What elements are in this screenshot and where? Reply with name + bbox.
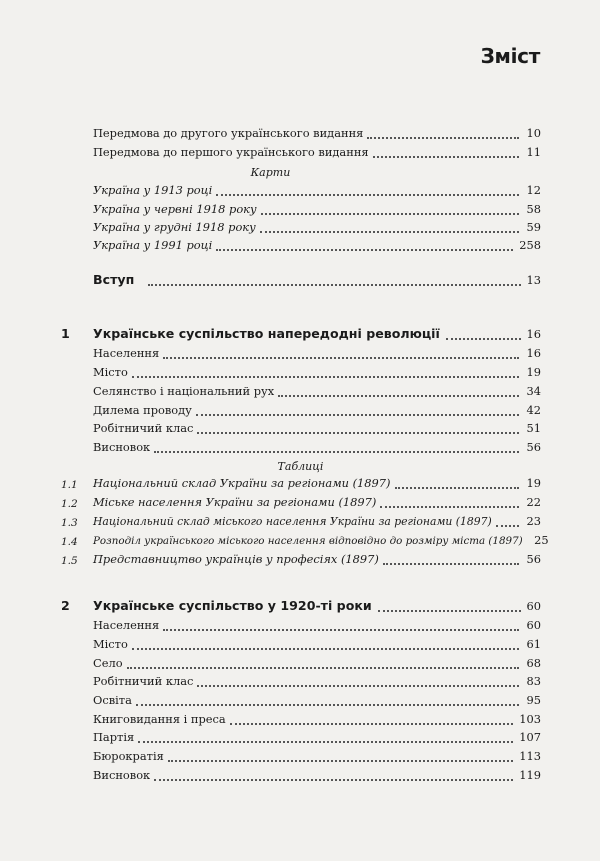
- entry-label: Книговидання і преса: [93, 712, 226, 726]
- dot-leader: [373, 155, 519, 158]
- entry-label: Національний склад міського населення України за регіонами (1897): [93, 515, 492, 528]
- entry-label: Селянство і національний рух: [93, 384, 275, 398]
- entry-page: 103: [519, 712, 541, 726]
- entry-page: 56: [526, 440, 541, 454]
- entry-label: Передмова до першого українського видання: [93, 145, 369, 159]
- entry-page: 58: [526, 202, 541, 216]
- dot-leader: [261, 212, 519, 215]
- dot-leader: [138, 740, 513, 743]
- toc-entry-section[interactable]: [93, 656, 541, 674]
- chapter-page: 16: [526, 327, 541, 341]
- dot-leader: [168, 759, 513, 762]
- dot-leader: [163, 356, 519, 359]
- entry-page: 34: [526, 384, 541, 398]
- entry-label: Україна у грудні 1918 року: [93, 220, 256, 234]
- entry-page: 95: [526, 693, 541, 707]
- dot-leader: [154, 778, 513, 781]
- toc-entry-preface-1[interactable]: [93, 145, 541, 163]
- dot-leader: [132, 375, 519, 378]
- toc-entry-table[interactable]: [93, 476, 541, 494]
- dot-leader: [278, 394, 519, 397]
- entry-page: 113: [519, 749, 541, 763]
- dot-leader: [230, 722, 514, 725]
- chapter-title: Українське суспільство у 1920-ті роки: [93, 598, 372, 613]
- entry-label: Місто: [93, 637, 128, 651]
- entry-label: Україна у 1913 році: [93, 183, 213, 197]
- entry-page: 119: [519, 768, 541, 782]
- table-number: 1.5: [61, 555, 78, 567]
- entry-label: Національний склад України за регіонами (1897): [93, 476, 391, 490]
- dot-leader: [496, 524, 519, 527]
- dot-leader: [446, 337, 521, 340]
- dot-leader: [367, 136, 519, 139]
- toc-entry-table[interactable]: [93, 533, 549, 551]
- entry-label: Україна у червні 1918 року: [93, 202, 257, 216]
- toc-chapter-1[interactable]: [61, 326, 541, 346]
- toc-entry-section[interactable]: [93, 674, 541, 692]
- entry-page: 16: [526, 346, 541, 360]
- toc-entry-section[interactable]: [93, 693, 541, 711]
- entry-page: 25: [534, 533, 549, 547]
- toc-entry-section[interactable]: [93, 730, 541, 748]
- toc-entry-section[interactable]: [93, 768, 541, 786]
- toc-entry-section[interactable]: [93, 712, 541, 730]
- entry-page: 83: [526, 674, 541, 688]
- toc-entry-section[interactable]: [93, 637, 541, 655]
- toc-entry-map[interactable]: [93, 183, 541, 201]
- chapter-number: 2: [61, 598, 70, 613]
- entry-label: Робітничий клас: [93, 674, 194, 688]
- toc-entry-section[interactable]: [93, 749, 541, 767]
- toc-entry-table[interactable]: [93, 495, 541, 513]
- table-number: 1.3: [61, 517, 78, 529]
- toc-entry-preface-2[interactable]: [93, 126, 541, 144]
- entry-page: 107: [519, 730, 541, 744]
- entry-label: Дилема проводу: [93, 403, 192, 417]
- dot-leader: [383, 562, 519, 565]
- entry-page: 258: [519, 238, 541, 252]
- toc-entry-intro[interactable]: [93, 272, 541, 292]
- entry-label: Освіта: [93, 693, 132, 707]
- entry-page: 51: [526, 421, 541, 435]
- toc-chapter-2[interactable]: [61, 598, 541, 618]
- entry-label: Робітничий клас: [93, 421, 194, 435]
- dot-leader: [197, 684, 519, 687]
- entry-page: 22: [526, 495, 541, 509]
- entry-page: 42: [526, 403, 541, 417]
- chapter-title: Українське суспільство напередодні революції: [93, 326, 440, 341]
- dot-leader: [136, 703, 519, 706]
- dot-leader: [380, 505, 519, 508]
- toc-entry-section[interactable]: [93, 618, 541, 636]
- entry-page: 61: [526, 637, 541, 651]
- entry-page: 13: [526, 273, 541, 287]
- dot-leader: [197, 431, 519, 434]
- entry-page: 68: [526, 656, 541, 670]
- toc-entry-section[interactable]: [93, 365, 541, 383]
- table-number: 1.4: [61, 536, 78, 548]
- entry-label: Населення: [93, 346, 160, 360]
- dot-leader: [163, 628, 519, 631]
- page-title: Зміст: [480, 44, 540, 68]
- entry-page: 19: [526, 476, 541, 490]
- toc-entry-map[interactable]: [93, 220, 541, 238]
- entry-label: Висновок: [93, 440, 151, 454]
- entry-label: Передмова до другого українського видання: [93, 126, 364, 140]
- toc-entry-section[interactable]: [93, 384, 541, 402]
- entry-page: 23: [526, 514, 541, 528]
- maps-heading: Карти: [250, 166, 291, 179]
- dot-leader: [132, 647, 519, 650]
- entry-label: Україна у 1991 році: [93, 238, 213, 252]
- table-number: 1.2: [61, 498, 78, 510]
- toc-entry-section[interactable]: [93, 440, 541, 458]
- entry-label: Місто: [93, 365, 128, 379]
- entry-page: 11: [526, 145, 541, 159]
- dot-leader: [378, 609, 521, 612]
- dot-leader: [127, 666, 519, 669]
- entry-label: Село: [93, 656, 123, 670]
- entry-label: Населення: [93, 618, 160, 632]
- entry-page: 60: [526, 618, 541, 632]
- dot-leader: [148, 283, 520, 286]
- entry-label: Розподіл українського міського населення відповідно до розміру міста (1897): [93, 535, 523, 547]
- dot-leader: [216, 248, 513, 251]
- entry-page: 56: [526, 552, 541, 566]
- entry-label: Міське населення України за регіонами (1897): [93, 495, 377, 509]
- toc-entry-table[interactable]: [93, 552, 541, 570]
- toc-entry-section[interactable]: [93, 346, 541, 364]
- entry-page: 12: [526, 183, 541, 197]
- entry-page: 59: [526, 220, 541, 234]
- chapter-page: 60: [526, 599, 541, 613]
- entry-page: 10: [526, 126, 541, 140]
- toc-entry-map[interactable]: [93, 202, 541, 220]
- table-number: 1.1: [61, 479, 78, 491]
- entry-label: Бюрократія: [93, 749, 164, 763]
- entry-label: Вступ: [93, 272, 135, 287]
- toc-entry-section[interactable]: [93, 421, 541, 439]
- entry-label: Висновок: [93, 768, 151, 782]
- dot-leader: [216, 193, 519, 196]
- entry-label: Представництво українців у професіях (1897): [93, 552, 379, 566]
- tables-heading: Таблиці: [277, 460, 324, 473]
- toc-entry-map[interactable]: [93, 238, 541, 256]
- toc-entry-section[interactable]: [93, 403, 541, 421]
- entry-label: Партія: [93, 730, 135, 744]
- entry-page: 19: [526, 365, 541, 379]
- dot-leader: [196, 413, 519, 416]
- dot-leader: [154, 450, 519, 453]
- dot-leader: [260, 230, 519, 233]
- chapter-number: 1: [61, 326, 70, 341]
- dot-leader: [395, 486, 520, 489]
- toc-entry-table[interactable]: [93, 514, 541, 532]
